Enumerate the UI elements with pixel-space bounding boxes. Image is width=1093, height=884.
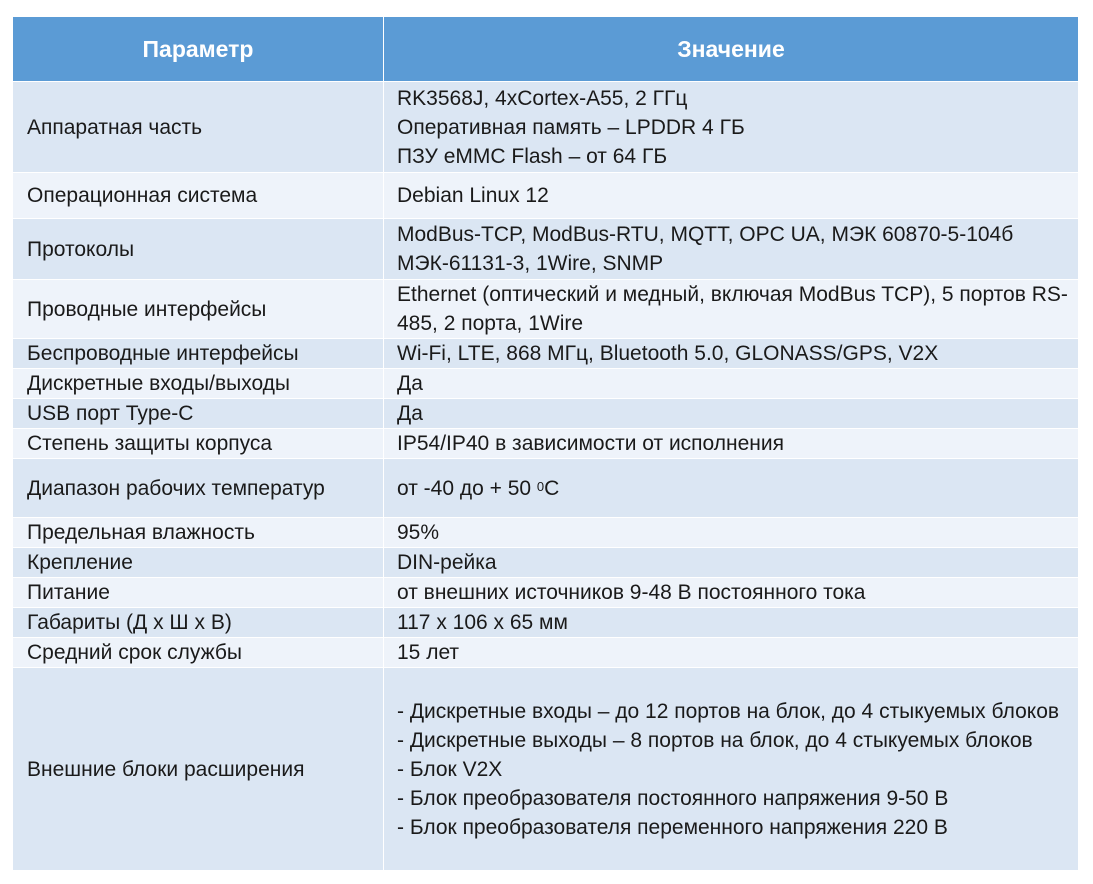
param-cell: Крепление bbox=[13, 548, 384, 578]
param-cell: Протоколы bbox=[13, 219, 384, 280]
table-row bbox=[13, 219, 1079, 280]
param-cell: Операционная система bbox=[13, 173, 384, 219]
spec-table bbox=[12, 16, 1079, 871]
param-cell: USB порт Type-C bbox=[13, 399, 384, 429]
param-cell: Питание bbox=[13, 578, 384, 608]
param-cell: Аппаратная часть bbox=[13, 82, 384, 173]
value-line: - Дискретные выходы – 8 портов на блок, до 4 стыкуемых блоков bbox=[397, 728, 1033, 752]
value-cell: 95% bbox=[384, 518, 1079, 548]
degree-mark: 0 bbox=[536, 478, 545, 494]
table-row bbox=[13, 638, 1079, 668]
value-line: RK3568J, 4xCortex-A55, 2 ГГц bbox=[397, 86, 688, 110]
param-cell: Средний срок службы bbox=[13, 638, 384, 668]
param-cell: Предельная влажность bbox=[13, 518, 384, 548]
param-cell: Дискретные входы/выходы bbox=[13, 369, 384, 399]
value-cell: 15 лет bbox=[384, 638, 1079, 668]
value-cell bbox=[384, 82, 1079, 173]
table-row bbox=[13, 82, 1079, 173]
value-cell: Ethernet (оптический и медный, включая ModBus TCP), 5 портов RS-485, 2 порта, 1Wire bbox=[384, 280, 1079, 339]
param-cell: Беспроводные интерфейсы bbox=[13, 339, 384, 369]
param-cell: Степень защиты корпуса bbox=[13, 429, 384, 459]
header-row bbox=[13, 17, 1079, 82]
temp-range: от -40 до + 50 bbox=[397, 476, 537, 500]
value-cell: Да bbox=[384, 369, 1079, 399]
value-cell: Wi-Fi, LTE, 868 МГц, Bluetooth 5.0, GLONASS/GPS, V2X bbox=[384, 339, 1079, 369]
param-cell: Габариты (Д х Ш х В) bbox=[13, 608, 384, 638]
value-line: - Блок V2X bbox=[397, 757, 503, 781]
value-line: - Дискретные входы – до 12 портов на блок, до 4 стыкуемых блоков bbox=[397, 699, 1060, 723]
value-cell bbox=[384, 668, 1079, 871]
value-cell: Debian Linux 12 bbox=[384, 173, 1079, 219]
table-row bbox=[13, 339, 1079, 369]
value-line: - Блок преобразователя постоянного напряжения 9-50 В bbox=[397, 786, 949, 810]
value-line: ПЗУ eMMC Flash – от 64 ГБ bbox=[397, 144, 668, 168]
value-cell: Да bbox=[384, 399, 1079, 429]
value-cell: DIN-рейка bbox=[384, 548, 1079, 578]
table-row bbox=[13, 429, 1079, 459]
header-param: Параметр bbox=[13, 17, 384, 82]
param-cell: Внешние блоки расширения bbox=[13, 668, 384, 871]
value-cell: IP54/IP40 в зависимости от исполнения bbox=[384, 429, 1079, 459]
table-row bbox=[13, 399, 1079, 429]
table-row bbox=[13, 578, 1079, 608]
temp-unit: С bbox=[544, 476, 560, 500]
param-cell: Проводные интерфейсы bbox=[13, 280, 384, 339]
table-row bbox=[13, 668, 1079, 871]
value-cell bbox=[384, 459, 1079, 518]
table-row bbox=[13, 173, 1079, 219]
table-row bbox=[13, 280, 1079, 339]
param-cell: Диапазон рабочих температур bbox=[13, 459, 384, 518]
value-line: Оперативная память – LPDDR 4 ГБ bbox=[397, 115, 745, 139]
table-row bbox=[13, 548, 1079, 578]
table-row bbox=[13, 518, 1079, 548]
value-line: - Блок преобразователя переменного напряжения 220 В bbox=[397, 815, 948, 839]
table-row bbox=[13, 369, 1079, 399]
value-cell: 117 х 106 х 65 мм bbox=[384, 608, 1079, 638]
header-value: Значение bbox=[384, 17, 1079, 82]
value-cell: ModBus-TCP, ModBus-RTU, MQTT, OPC UA, МЭК 60870-5-104б МЭК-61131-3, 1Wire, SNMP bbox=[384, 219, 1079, 280]
value-cell: от внешних источников 9-48 В постоянного тока bbox=[384, 578, 1079, 608]
table-row bbox=[13, 459, 1079, 518]
table-row bbox=[13, 608, 1079, 638]
